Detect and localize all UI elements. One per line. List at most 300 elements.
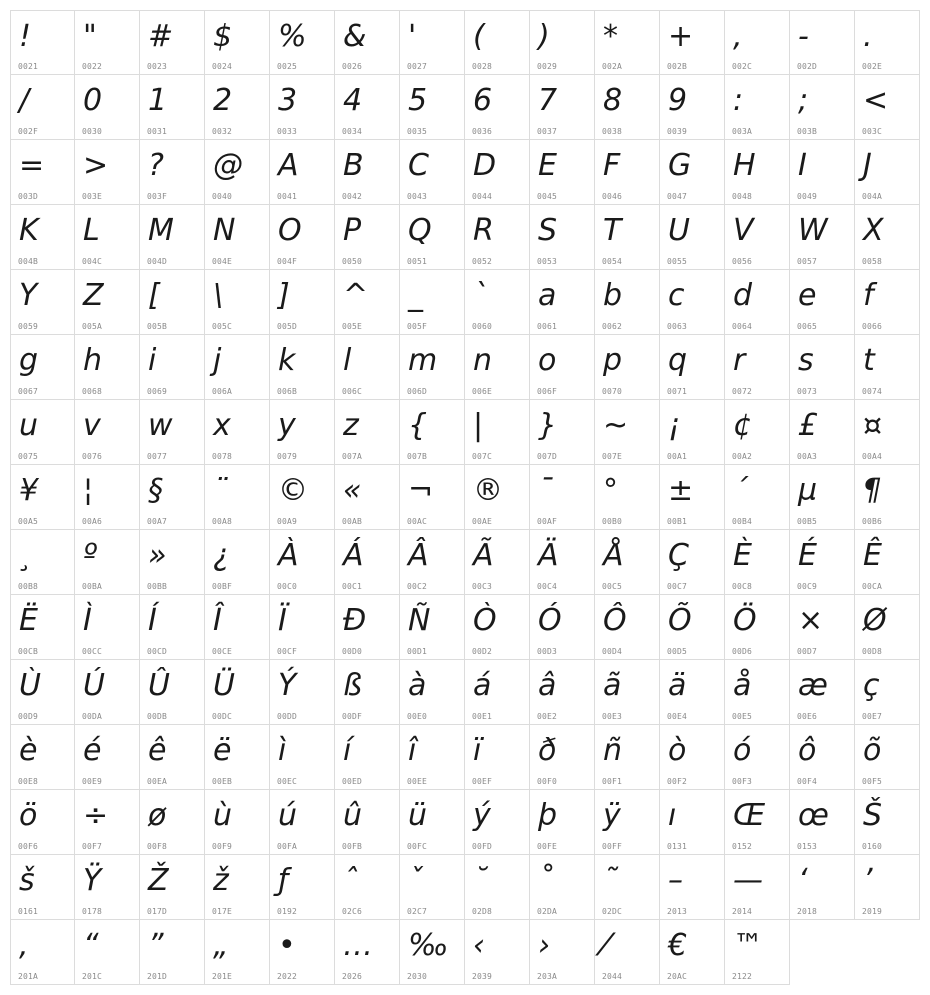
glyph-char: Z bbox=[83, 278, 104, 313]
glyph-cell bbox=[465, 205, 530, 270]
glyph-cell bbox=[75, 10, 140, 75]
glyph-char: ø bbox=[148, 798, 167, 833]
glyph-codepoint: 00B6 bbox=[862, 517, 883, 526]
glyph-char: E bbox=[538, 148, 557, 183]
glyph-codepoint: 00F5 bbox=[862, 777, 883, 786]
glyph-cell bbox=[270, 855, 335, 920]
glyph-cell bbox=[205, 270, 270, 335]
glyph-codepoint: 0073 bbox=[797, 387, 818, 396]
glyph-char: $ bbox=[213, 19, 233, 54]
glyph-char: Ÿ bbox=[83, 863, 102, 898]
glyph-char: “ bbox=[83, 928, 99, 963]
glyph-cell bbox=[465, 855, 530, 920]
glyph-char: • bbox=[278, 928, 296, 963]
glyph-cell bbox=[660, 855, 725, 920]
glyph-cell bbox=[270, 465, 335, 530]
glyph-codepoint: 0074 bbox=[862, 387, 883, 396]
glyph-codepoint: 0060 bbox=[472, 322, 493, 331]
glyph-codepoint: 00FA bbox=[277, 842, 298, 851]
glyph-cell bbox=[855, 140, 920, 205]
glyph-cell bbox=[335, 205, 400, 270]
glyph-codepoint: 00C7 bbox=[667, 582, 688, 591]
glyph-char: Í bbox=[148, 603, 157, 638]
glyph-codepoint: 2122 bbox=[732, 972, 753, 981]
glyph-char: ‹ bbox=[473, 928, 485, 963]
glyph-cell bbox=[660, 205, 725, 270]
glyph-char: æ bbox=[798, 668, 828, 703]
glyph-char: é bbox=[83, 733, 102, 768]
glyph-char: ¶ bbox=[863, 473, 883, 508]
glyph-grid bbox=[10, 10, 920, 985]
glyph-codepoint: 0030 bbox=[82, 127, 103, 136]
glyph-char: ÷ bbox=[83, 798, 109, 833]
glyph-codepoint: 004B bbox=[18, 257, 39, 266]
glyph-cell bbox=[530, 530, 595, 595]
glyph-codepoint: 00D3 bbox=[537, 647, 558, 656]
glyph-char: û bbox=[343, 798, 363, 833]
glyph-codepoint: 00F9 bbox=[212, 842, 233, 851]
glyph-char: y bbox=[278, 408, 296, 443]
glyph-codepoint: 00ED bbox=[342, 777, 363, 786]
glyph-codepoint: 0064 bbox=[732, 322, 753, 331]
glyph-cell bbox=[335, 660, 400, 725]
glyph-cell bbox=[205, 335, 270, 400]
glyph-cell bbox=[140, 855, 205, 920]
glyph-char: Ø bbox=[863, 603, 887, 638]
glyph-cell bbox=[10, 270, 75, 335]
glyph-cell bbox=[530, 10, 595, 75]
glyph-cell bbox=[855, 465, 920, 530]
glyph-cell bbox=[660, 465, 725, 530]
glyph-codepoint: 00B8 bbox=[18, 582, 39, 591]
glyph-codepoint: 00A4 bbox=[862, 452, 883, 461]
glyph-cell bbox=[140, 10, 205, 75]
glyph-cell bbox=[790, 725, 855, 790]
glyph-codepoint: 00C8 bbox=[732, 582, 753, 591]
glyph-cell bbox=[855, 660, 920, 725]
glyph-codepoint: 203A bbox=[537, 972, 558, 981]
glyph-char: ê bbox=[148, 733, 167, 768]
glyph-codepoint: 00F6 bbox=[18, 842, 39, 851]
glyph-codepoint: 00CB bbox=[18, 647, 39, 656]
glyph-char: 6 bbox=[473, 83, 493, 118]
glyph-codepoint: 0038 bbox=[602, 127, 623, 136]
glyph-codepoint: 00A2 bbox=[732, 452, 753, 461]
glyph-codepoint: 201C bbox=[82, 972, 103, 981]
glyph-char: Õ bbox=[668, 603, 692, 638]
glyph-codepoint: 201A bbox=[18, 972, 39, 981]
glyph-char: › bbox=[538, 928, 550, 963]
glyph-cell bbox=[335, 790, 400, 855]
glyph-codepoint: 0055 bbox=[667, 257, 688, 266]
glyph-char: ¬ bbox=[408, 473, 434, 508]
glyph-codepoint: 00C1 bbox=[342, 582, 363, 591]
glyph-cell bbox=[465, 725, 530, 790]
glyph-cell bbox=[335, 595, 400, 660]
glyph-codepoint: 00D0 bbox=[342, 647, 363, 656]
glyph-cell bbox=[270, 75, 335, 140]
glyph-cell bbox=[10, 660, 75, 725]
glyph-codepoint: 00EC bbox=[277, 777, 298, 786]
glyph-cell bbox=[140, 920, 205, 985]
glyph-codepoint: 0058 bbox=[862, 257, 883, 266]
glyph-codepoint: 02DC bbox=[602, 907, 623, 916]
glyph-codepoint: 005F bbox=[407, 322, 428, 331]
glyph-codepoint: 00E7 bbox=[862, 712, 883, 721]
glyph-char: @ bbox=[213, 148, 243, 183]
glyph-cell bbox=[660, 530, 725, 595]
glyph-char: T bbox=[603, 213, 622, 248]
glyph-char: c bbox=[668, 278, 685, 313]
glyph-codepoint: 2013 bbox=[667, 907, 688, 916]
glyph-codepoint: 00E4 bbox=[667, 712, 688, 721]
glyph-codepoint: 00CA bbox=[862, 582, 883, 591]
glyph-cell bbox=[790, 595, 855, 660]
glyph-codepoint: 00B5 bbox=[797, 517, 818, 526]
glyph-cell bbox=[595, 725, 660, 790]
glyph-char: í bbox=[343, 733, 352, 768]
glyph-codepoint: 007A bbox=[342, 452, 363, 461]
glyph-char: > bbox=[83, 148, 109, 183]
glyph-char: J bbox=[863, 148, 872, 183]
glyph-char: j bbox=[213, 343, 222, 378]
glyph-codepoint: 00F0 bbox=[537, 777, 558, 786]
glyph-codepoint: 006F bbox=[537, 387, 558, 396]
glyph-char: ^ bbox=[343, 278, 369, 313]
glyph-codepoint: 006B bbox=[277, 387, 298, 396]
glyph-char: 8 bbox=[603, 83, 623, 118]
glyph-cell bbox=[855, 530, 920, 595]
glyph-char: ‰ bbox=[408, 928, 449, 963]
glyph-char: ù bbox=[213, 798, 233, 833]
glyph-char: I bbox=[798, 148, 807, 183]
glyph-cell bbox=[400, 335, 465, 400]
glyph-codepoint: 017D bbox=[147, 907, 168, 916]
glyph-codepoint: 0178 bbox=[82, 907, 103, 916]
glyph-codepoint: 0052 bbox=[472, 257, 493, 266]
glyph-codepoint: 2014 bbox=[732, 907, 753, 916]
glyph-cell bbox=[205, 595, 270, 660]
glyph-codepoint: 0045 bbox=[537, 192, 558, 201]
glyph-cell bbox=[465, 140, 530, 205]
glyph-codepoint: 0066 bbox=[862, 322, 883, 331]
glyph-char: P bbox=[343, 213, 362, 248]
glyph-cell bbox=[75, 790, 140, 855]
glyph-codepoint: 0043 bbox=[407, 192, 428, 201]
glyph-cell bbox=[335, 400, 400, 465]
glyph-codepoint: 0079 bbox=[277, 452, 298, 461]
glyph-codepoint: 003D bbox=[18, 192, 39, 201]
glyph-cell bbox=[140, 725, 205, 790]
glyph-cell bbox=[660, 920, 725, 985]
glyph-codepoint: 00E1 bbox=[472, 712, 493, 721]
glyph-char: ; bbox=[798, 83, 809, 118]
glyph-char: ‚ bbox=[19, 928, 29, 963]
glyph-char: è bbox=[19, 733, 38, 768]
glyph-char: _ bbox=[408, 278, 423, 313]
glyph-codepoint: 0033 bbox=[277, 127, 298, 136]
glyph-char: È bbox=[733, 538, 752, 573]
glyph-codepoint: 02C7 bbox=[407, 907, 428, 916]
glyph-char: ’ bbox=[863, 863, 873, 898]
glyph-codepoint: 00D1 bbox=[407, 647, 428, 656]
glyph-cell bbox=[270, 920, 335, 985]
glyph-codepoint: 00DA bbox=[82, 712, 103, 721]
glyph-cell bbox=[790, 465, 855, 530]
glyph-char: G bbox=[668, 148, 692, 183]
glyph-cell bbox=[335, 10, 400, 75]
glyph-char: m bbox=[408, 343, 438, 378]
glyph-char: * bbox=[603, 19, 618, 54]
glyph-cell bbox=[660, 75, 725, 140]
glyph-cell bbox=[465, 530, 530, 595]
glyph-codepoint: 2039 bbox=[472, 972, 493, 981]
glyph-codepoint: 004E bbox=[212, 257, 233, 266]
glyph-codepoint: 0048 bbox=[732, 192, 753, 201]
glyph-cell bbox=[400, 725, 465, 790]
glyph-codepoint: 0041 bbox=[277, 192, 298, 201]
glyph-char: ¤ bbox=[863, 408, 883, 443]
glyph-codepoint: 00A8 bbox=[212, 517, 233, 526]
glyph-cell bbox=[660, 335, 725, 400]
glyph-char: ç bbox=[863, 668, 880, 703]
glyph-codepoint: 00FC bbox=[407, 842, 428, 851]
glyph-cell bbox=[855, 10, 920, 75]
glyph-cell bbox=[140, 465, 205, 530]
glyph-codepoint: 007D bbox=[537, 452, 558, 461]
glyph-cell bbox=[10, 725, 75, 790]
glyph-char: . bbox=[863, 19, 873, 54]
glyph-cell bbox=[335, 855, 400, 920]
glyph-cell bbox=[790, 855, 855, 920]
glyph-char: # bbox=[148, 19, 174, 54]
glyph-codepoint: 00AB bbox=[342, 517, 363, 526]
glyph-cell bbox=[855, 725, 920, 790]
glyph-cell bbox=[725, 140, 790, 205]
glyph-codepoint: 0022 bbox=[82, 62, 103, 71]
glyph-char: z bbox=[343, 408, 359, 443]
glyph-codepoint: 002A bbox=[602, 62, 623, 71]
glyph-char: w bbox=[148, 408, 173, 443]
glyph-codepoint: 0049 bbox=[797, 192, 818, 201]
glyph-char: D bbox=[473, 148, 497, 183]
glyph-char: ¯ bbox=[538, 473, 553, 508]
glyph-char: ~ bbox=[603, 408, 629, 443]
glyph-char: — bbox=[733, 863, 763, 898]
glyph-codepoint: 0027 bbox=[407, 62, 428, 71]
glyph-cell bbox=[660, 270, 725, 335]
glyph-cell bbox=[75, 140, 140, 205]
glyph-char: Ë bbox=[19, 603, 38, 638]
glyph-char: & bbox=[343, 19, 367, 54]
glyph-cell bbox=[465, 465, 530, 530]
glyph-char: Y bbox=[19, 278, 38, 313]
glyph-codepoint: 00A3 bbox=[797, 452, 818, 461]
glyph-char: Ý bbox=[278, 668, 297, 703]
glyph-char: ° bbox=[603, 473, 618, 508]
glyph-char: S bbox=[538, 213, 558, 248]
glyph-codepoint: 00DB bbox=[147, 712, 168, 721]
glyph-char: µ bbox=[798, 473, 818, 508]
glyph-codepoint: 002B bbox=[667, 62, 688, 71]
glyph-char: ï bbox=[473, 733, 482, 768]
glyph-cell bbox=[270, 595, 335, 660]
glyph-char: ) bbox=[538, 19, 550, 54]
glyph-char: ÿ bbox=[603, 798, 621, 833]
glyph-codepoint: 201E bbox=[212, 972, 233, 981]
glyph-char: ö bbox=[19, 798, 38, 833]
glyph-char: ž bbox=[213, 863, 229, 898]
glyph-char: ` bbox=[473, 278, 488, 313]
glyph-codepoint: 0044 bbox=[472, 192, 493, 201]
glyph-cell bbox=[270, 205, 335, 270]
glyph-char: Q bbox=[408, 213, 432, 248]
glyph-cell bbox=[790, 790, 855, 855]
glyph-char: \ bbox=[213, 278, 224, 313]
glyph-cell bbox=[530, 465, 595, 530]
glyph-char: ˚ bbox=[538, 863, 553, 898]
glyph-codepoint: 00E8 bbox=[18, 777, 39, 786]
glyph-cell bbox=[530, 400, 595, 465]
glyph-char: ' bbox=[408, 19, 417, 54]
glyph-codepoint: 0032 bbox=[212, 127, 233, 136]
glyph-cell bbox=[10, 10, 75, 75]
glyph-cell bbox=[725, 725, 790, 790]
glyph-char: V bbox=[733, 213, 754, 248]
glyph-char: Ü bbox=[213, 668, 235, 703]
glyph-cell bbox=[400, 855, 465, 920]
glyph-cell bbox=[75, 270, 140, 335]
glyph-codepoint: 003C bbox=[862, 127, 883, 136]
glyph-char: Ê bbox=[863, 538, 882, 573]
glyph-char: l bbox=[343, 343, 352, 378]
glyph-char: = bbox=[19, 148, 45, 183]
glyph-cell bbox=[465, 400, 530, 465]
glyph-cell bbox=[205, 530, 270, 595]
glyph-char: e bbox=[798, 278, 817, 313]
glyph-cell bbox=[660, 140, 725, 205]
glyph-cell bbox=[595, 855, 660, 920]
glyph-cell bbox=[725, 855, 790, 920]
glyph-codepoint: 0065 bbox=[797, 322, 818, 331]
glyph-codepoint: 005B bbox=[147, 322, 168, 331]
glyph-cell bbox=[205, 140, 270, 205]
glyph-codepoint: 00E0 bbox=[407, 712, 428, 721]
glyph-codepoint: 00A9 bbox=[277, 517, 298, 526]
glyph-codepoint: 00F4 bbox=[797, 777, 818, 786]
glyph-char: § bbox=[148, 473, 163, 508]
glyph-cell bbox=[725, 270, 790, 335]
glyph-char: t bbox=[863, 343, 875, 378]
glyph-cell bbox=[595, 10, 660, 75]
glyph-codepoint: 00F7 bbox=[82, 842, 103, 851]
glyph-codepoint: 00CD bbox=[147, 647, 168, 656]
glyph-cell bbox=[75, 530, 140, 595]
glyph-cell bbox=[855, 790, 920, 855]
glyph-cell bbox=[595, 140, 660, 205]
glyph-char: ò bbox=[668, 733, 687, 768]
glyph-cell bbox=[75, 205, 140, 270]
glyph-codepoint: 0072 bbox=[732, 387, 753, 396]
glyph-cell bbox=[465, 595, 530, 660]
glyph-codepoint: 0076 bbox=[82, 452, 103, 461]
glyph-codepoint: 00F2 bbox=[667, 777, 688, 786]
glyph-char: - bbox=[798, 19, 809, 54]
glyph-char: ƒ bbox=[278, 863, 289, 898]
glyph-codepoint: 0029 bbox=[537, 62, 558, 71]
glyph-cell bbox=[205, 790, 270, 855]
glyph-codepoint: 0067 bbox=[18, 387, 39, 396]
glyph-codepoint: 0046 bbox=[602, 192, 623, 201]
glyph-cell bbox=[725, 75, 790, 140]
glyph-char: | bbox=[473, 408, 484, 443]
glyph-codepoint: 00A7 bbox=[147, 517, 168, 526]
glyph-char: q bbox=[668, 343, 688, 378]
glyph-cell bbox=[465, 660, 530, 725]
glyph-cell bbox=[790, 270, 855, 335]
glyph-char: Ð bbox=[343, 603, 367, 638]
glyph-codepoint: 2018 bbox=[797, 907, 818, 916]
glyph-codepoint: 00DD bbox=[277, 712, 298, 721]
glyph-char: € bbox=[668, 928, 688, 963]
glyph-cell bbox=[595, 270, 660, 335]
glyph-cell bbox=[400, 660, 465, 725]
glyph-char: Ò bbox=[473, 603, 497, 638]
glyph-cell bbox=[10, 595, 75, 660]
glyph-codepoint: 00F8 bbox=[147, 842, 168, 851]
glyph-codepoint: 00EB bbox=[212, 777, 233, 786]
glyph-codepoint: 00D2 bbox=[472, 647, 493, 656]
glyph-char: Ô bbox=[603, 603, 627, 638]
glyph-cell bbox=[335, 140, 400, 205]
glyph-char: ü bbox=[408, 798, 428, 833]
glyph-codepoint: 00C4 bbox=[537, 582, 558, 591]
glyph-cell bbox=[595, 75, 660, 140]
glyph-char: ä bbox=[668, 668, 687, 703]
glyph-cell bbox=[595, 660, 660, 725]
glyph-codepoint: 017E bbox=[212, 907, 233, 916]
glyph-char: ¡ bbox=[668, 408, 681, 443]
glyph-cell bbox=[725, 790, 790, 855]
glyph-cell bbox=[465, 10, 530, 75]
glyph-cell bbox=[140, 140, 205, 205]
glyph-cell bbox=[335, 335, 400, 400]
glyph-codepoint: 00EF bbox=[472, 777, 493, 786]
glyph-cell bbox=[790, 530, 855, 595]
glyph-char: á bbox=[473, 668, 492, 703]
glyph-cell bbox=[205, 725, 270, 790]
glyph-char: Å bbox=[603, 538, 624, 573]
glyph-cell bbox=[400, 465, 465, 530]
glyph-char: } bbox=[538, 408, 558, 443]
glyph-char: W bbox=[798, 213, 828, 248]
glyph-cell bbox=[10, 855, 75, 920]
glyph-codepoint: 006C bbox=[342, 387, 363, 396]
glyph-cell bbox=[400, 595, 465, 660]
glyph-codepoint: 00B1 bbox=[667, 517, 688, 526]
glyph-cell bbox=[725, 530, 790, 595]
glyph-char: Ó bbox=[538, 603, 562, 638]
glyph-cell bbox=[790, 400, 855, 465]
glyph-codepoint: 0071 bbox=[667, 387, 688, 396]
glyph-char: ´ bbox=[733, 473, 748, 508]
glyph-cell bbox=[855, 595, 920, 660]
glyph-char: A bbox=[278, 148, 299, 183]
glyph-cell bbox=[140, 270, 205, 335]
glyph-char: º bbox=[83, 538, 98, 573]
glyph-codepoint: 007C bbox=[472, 452, 493, 461]
glyph-codepoint: 00B4 bbox=[732, 517, 753, 526]
